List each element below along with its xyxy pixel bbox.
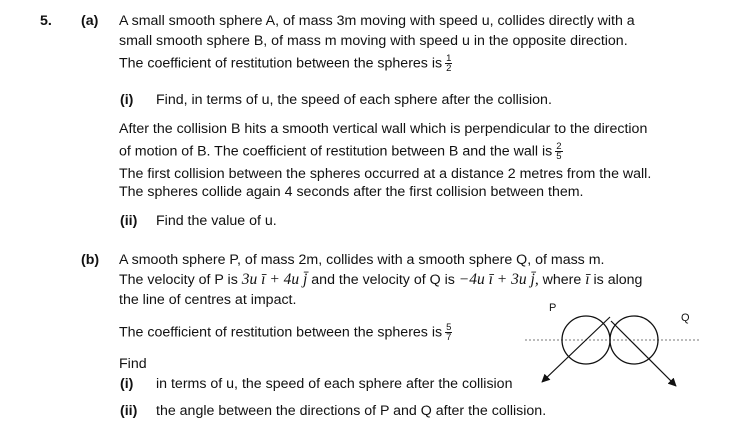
part-a-sub-ii-label: (ii) xyxy=(120,213,138,229)
part-a-sub-i-label: (i) xyxy=(120,92,134,108)
part-b-line2-end: is along xyxy=(593,272,643,288)
label-q: Q xyxy=(681,312,690,324)
part-a-para3: The first collision between the spheres occurred at a distance 2 metres from the wall. xyxy=(119,166,652,182)
part-b-line2-mid: and the velocity of Q is xyxy=(311,272,455,288)
part-b-find: Find xyxy=(119,356,147,372)
part-a-para1: After the collision B hits a smooth vertical wall which is perpendicular to the direction xyxy=(119,121,648,137)
part-a-sub-i-text: Find, in terms of u, the speed of each sphere after the collision. xyxy=(156,92,552,108)
part-b-coef-text: The coefficient of restitution between the spheres is xyxy=(119,324,443,341)
part-a-line2: small smooth sphere B, of mass m moving with speed u in the opposite direction. xyxy=(119,33,628,49)
part-b-sub-ii-text: the angle between the directions of P and Q after the collision. xyxy=(156,403,547,419)
label-p: P xyxy=(549,302,557,314)
coefficient-fraction-wall: $\frac{2}{5}$ xyxy=(556,141,562,162)
part-b-sub-ii-label: (ii) xyxy=(120,403,138,419)
part-a-line3-text: The coefficient of restitution between the spheres is xyxy=(119,55,443,72)
coefficient-fraction-b: $\frac{5}{7}$ xyxy=(446,322,452,343)
velocity-p: 3u ī + 4u j̄ xyxy=(241,271,308,288)
part-b-sub-i-text: in terms of u, the speed of each sphere after the collision xyxy=(156,376,513,392)
part-a-para2-text: of motion of B. The coefficient of restitution between B and the wall is xyxy=(119,143,553,160)
part-b-line3: the line of centres at impact. xyxy=(119,292,297,308)
part-a-para4: The spheres collide again 4 seconds after the first collision between them. xyxy=(119,184,584,200)
part-a-sub-ii-text: Find the value of u. xyxy=(156,213,277,229)
velocity-arrow-p xyxy=(542,317,610,382)
coefficient-fraction-a: $\frac{1}{2}$ xyxy=(446,53,452,74)
part-a-line1: A small smooth sphere A, of mass 3m moving with speed u, collides directly with a xyxy=(119,13,635,29)
velocity-q: −4u ī + 3u j̄, xyxy=(458,271,539,288)
part-b-line2-post: where xyxy=(542,272,582,288)
velocity-arrow-q xyxy=(611,321,676,386)
part-b-sub-i-label: (i) xyxy=(120,376,134,392)
unit-vector-i: ī xyxy=(585,271,590,288)
part-b-line1: A smooth sphere P, of mass 2m, collides with a smooth sphere Q, of mass m. xyxy=(119,252,605,268)
part-a-label: (a) xyxy=(81,13,99,29)
question-number: 5. xyxy=(40,13,52,29)
part-b-label: (b) xyxy=(81,252,100,268)
part-b-line2-pre: The velocity of P is xyxy=(119,272,238,288)
